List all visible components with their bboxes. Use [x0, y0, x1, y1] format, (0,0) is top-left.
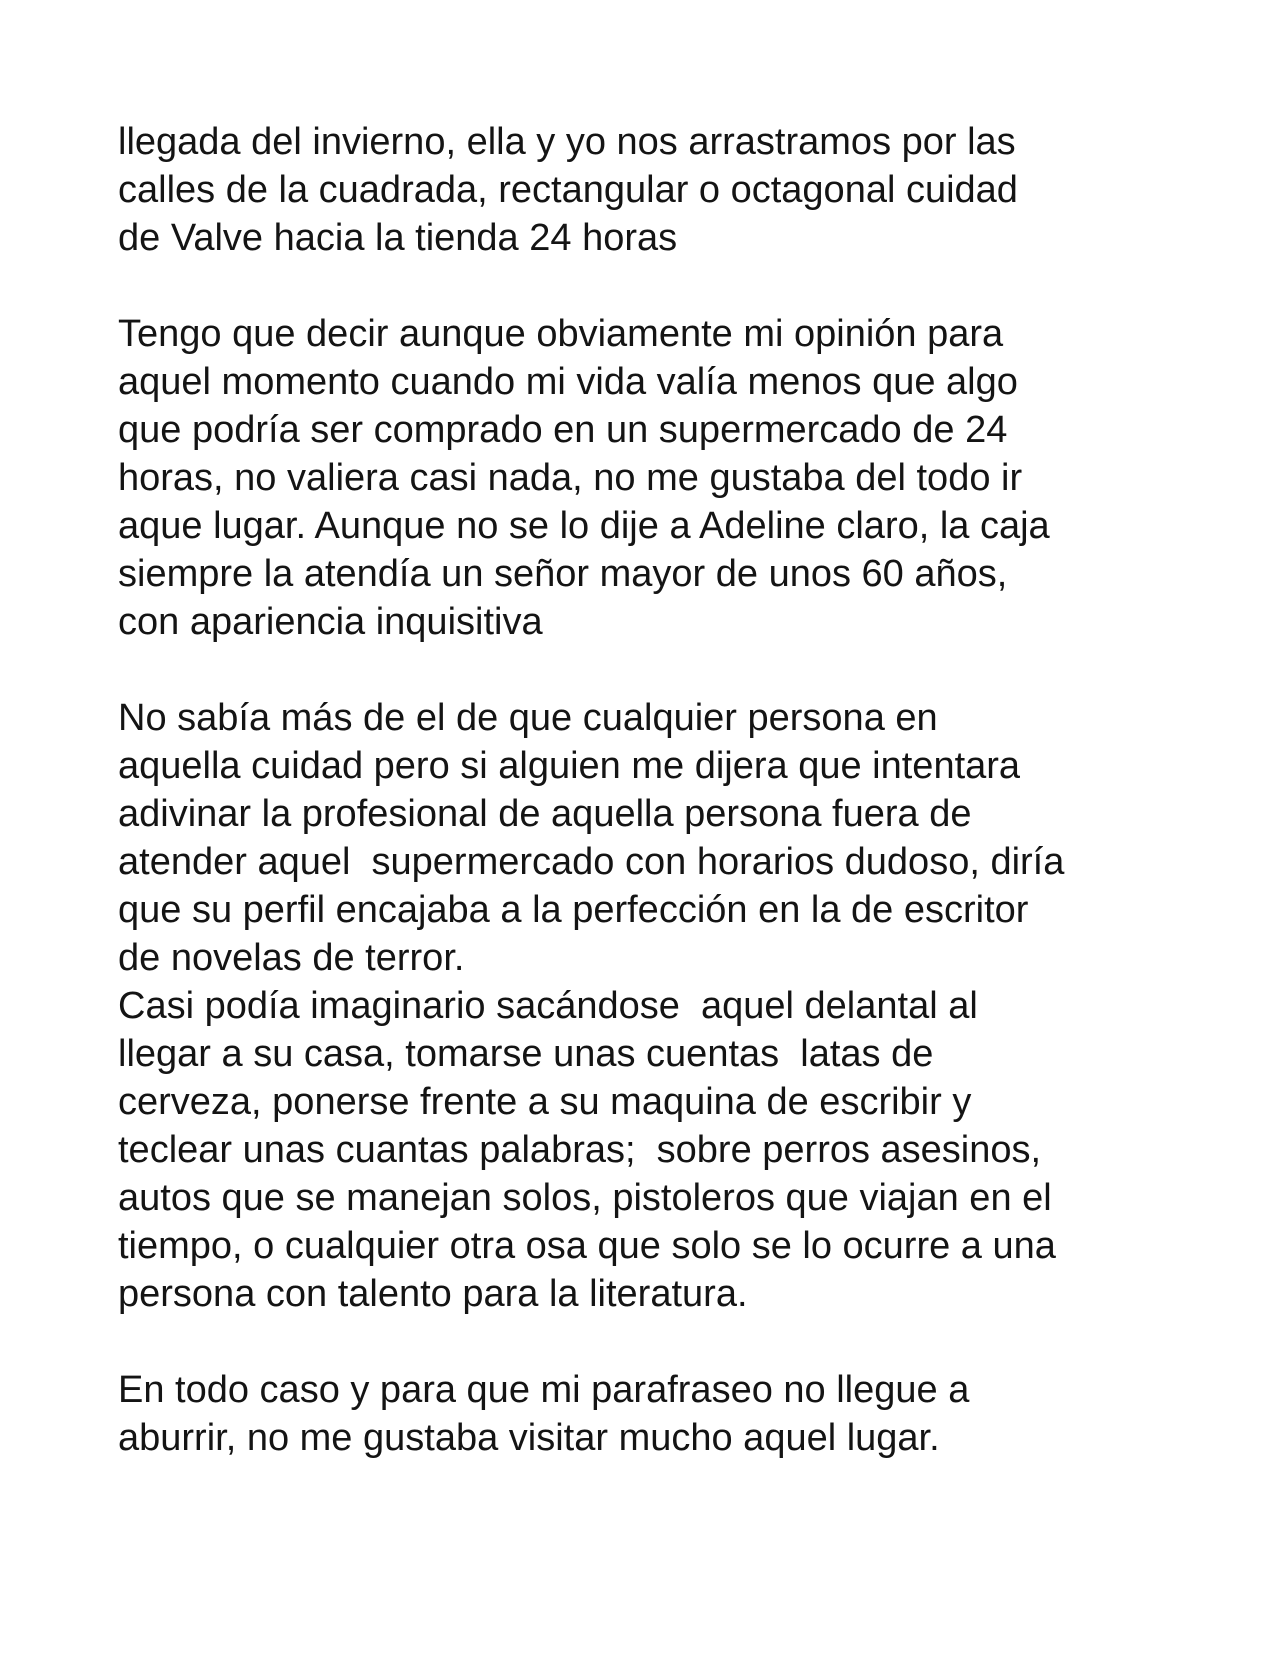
paragraph-spacer [118, 1318, 1238, 1366]
text-line: aque lugar. Aunque no se lo dije a Adeline claro, la caja [118, 505, 1050, 547]
text-line: En todo caso y para que mi parafraseo no llegue a [118, 1369, 970, 1411]
paragraph-spacer [118, 646, 1238, 694]
text-line: calles de la cuadrada, rectangular o octagonal cuidad [118, 169, 1018, 211]
text-line: con apariencia inquisitiva [118, 601, 543, 643]
text-line: de novelas de terror. [118, 937, 465, 979]
text-line: llegada del invierno, ella y yo nos arrastramos por las [118, 121, 1016, 163]
text-line: de Valve hacia la tienda 24 horas [118, 217, 678, 259]
text-line: cerveza, ponerse frente a su maquina de escribir y [118, 1081, 972, 1123]
text-line: adivinar la profesional de aquella persona fuera de [118, 793, 972, 835]
text-line: autos que se manejan solos, pistoleros que viajan en el [118, 1177, 1052, 1219]
text-line: que podría ser comprado en un supermercado de 24 [118, 409, 1008, 451]
paragraph [118, 694, 1238, 1318]
text-line: horas, no valiera casi nada, no me gustaba del todo ir [118, 457, 1023, 499]
text-line: Tengo que decir aunque obviamente mi opinión para [118, 313, 1004, 355]
text-line: No sabía más de el de que cualquier persona en [118, 697, 938, 739]
text-line: siempre la atendía un señor mayor de unos 60 años, [118, 553, 1008, 595]
paragraph [118, 118, 1238, 262]
text-line: llegar a su casa, tomarse unas cuentas latas de [118, 1033, 934, 1075]
text-line: atender aquel supermercado con horarios dudoso, diría [118, 841, 1065, 883]
paragraph [118, 1366, 1238, 1462]
text-line: teclear unas cuantas palabras; sobre perros asesinos, [118, 1129, 1042, 1171]
paragraph-spacer [118, 262, 1238, 310]
text-line: aburrir, no me gustaba visitar mucho aquel lugar. [118, 1417, 940, 1459]
text-line: Casi podía imaginario sacándose aquel delantal al [118, 985, 978, 1027]
text-line: aquella cuidad pero si alguien me dijera que intentara [118, 745, 1021, 787]
paragraph [118, 310, 1238, 646]
text-line: persona con talento para la literatura. [118, 1273, 748, 1315]
text-line: que su perfil encajaba a la perfección en la de escritor [118, 889, 1029, 931]
document-body [118, 118, 1238, 1462]
text-line: tiempo, o cualquier otra osa que solo se lo ocurre a una [118, 1225, 1056, 1267]
text-line: aquel momento cuando mi vida valía menos que algo [118, 361, 1018, 403]
